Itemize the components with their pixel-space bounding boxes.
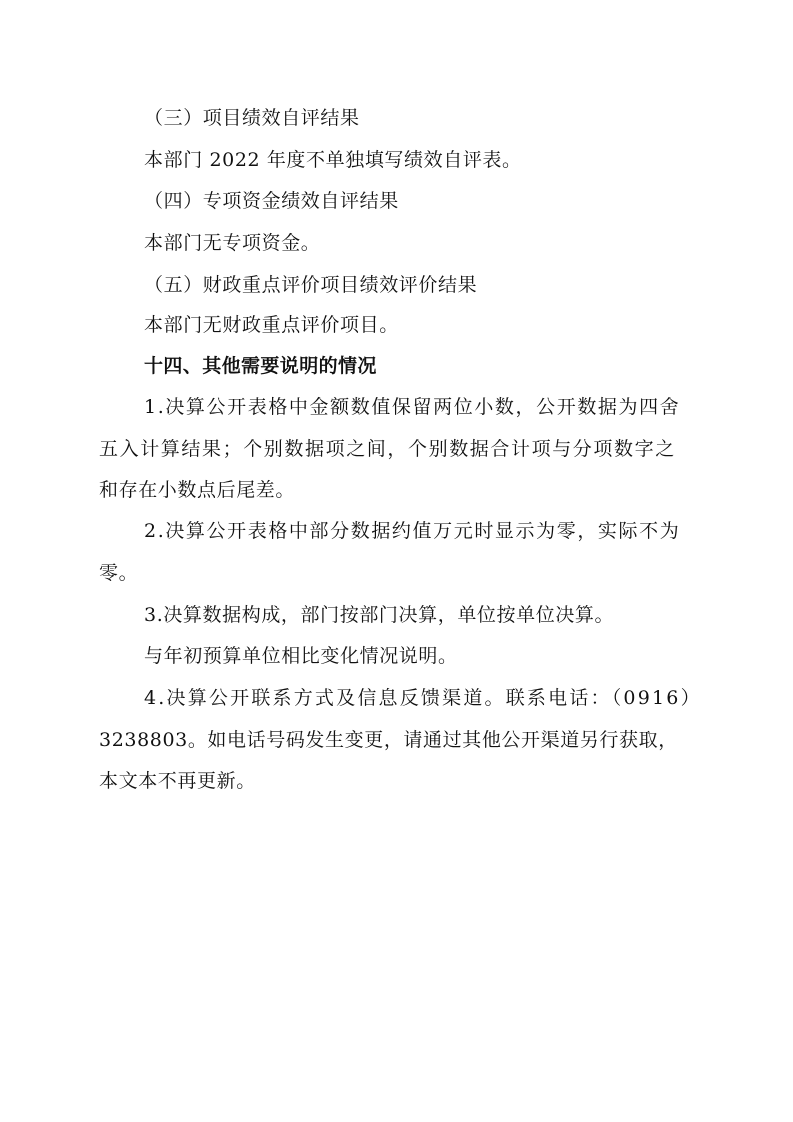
item-2-line-1: 2.决算公开表格中部分数据约值万元时显示为零，实际不为 [144,520,681,542]
item-4-line-1: 4.决算公开联系方式及信息反馈渠道。联系电话：（0916） [144,687,702,709]
item-4-line-2: 3238803。如电话号码发生变更，请通过其他公开渠道另行获取， [99,729,678,751]
item-2-line-2: 零。 [99,562,139,584]
subsection-3-title: （三）项目绩效自评结果 [144,107,360,129]
section-14-heading: 十四、其他需要说明的情况 [144,355,377,377]
item-1-line-1: 1.决算公开表格中金额数值保留两位小数，公开数据为四舍 [144,396,681,418]
subsection-4-title: （四）专项资金绩效自评结果 [144,190,399,212]
item-4-line-3: 本文本不再更新。 [99,770,256,792]
subsection-4-body: 本部门无专项资金。 [144,232,321,254]
item-3-line-1: 3.决算数据构成，部门按部门决算，单位按单位决算。 [144,604,615,626]
subsection-5-body: 本部门无财政重点评价项目。 [144,314,399,336]
subsection-3-body: 本部门 2022 年度不单独填写绩效自评表。 [144,149,522,171]
subsection-5-title: （五）财政重点评价项目绩效评价结果 [144,274,478,296]
budget-change-note: 与年初预算单位相比变化情况说明。 [144,645,458,667]
item-1-line-3: 和存在小数点后尾差。 [99,479,296,501]
item-1-line-2: 五入计算结果；个别数据项之间，个别数据合计项与分项数字之 [99,438,676,460]
